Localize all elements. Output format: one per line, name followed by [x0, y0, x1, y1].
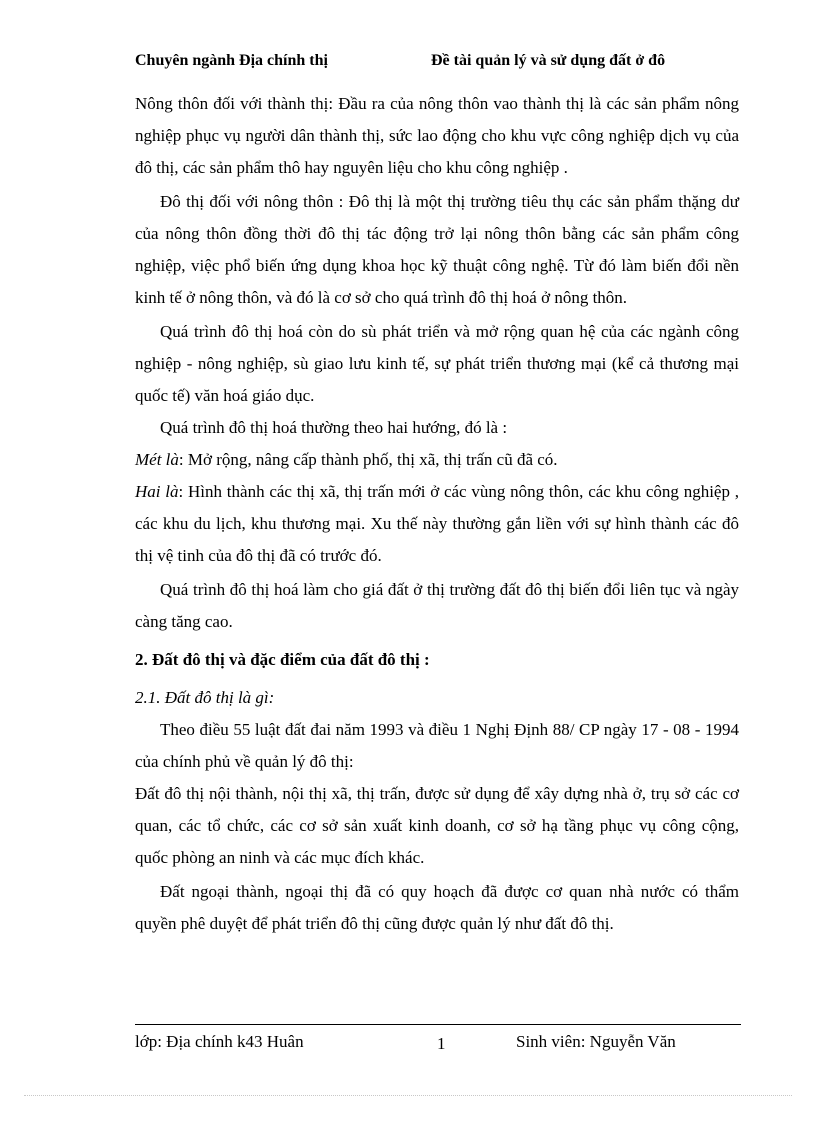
footer-right: Sinh viên: Nguyễn Văn — [516, 1032, 676, 1051]
subsection-heading: 2.1. Đất đô thị là gì: — [135, 688, 275, 707]
paragraph: Nông thôn đối với thành thị: Đầu ra của nông thôn vao thành thị là các sản phẩm nông nghiệp phục vụ người dân thành thị, sức lao động cho khu vực công nghiệp dịch vụ của đô thị, các sản phẩm thô hay nguyên liệu cho khu công nghiệp . — [135, 94, 739, 177]
list-text: : Mở rộng, nâng cấp thành phố, thị xã, thị trấn cũ đã có. — [178, 450, 558, 469]
footer-rule — [135, 1024, 741, 1025]
document-body — [135, 88, 739, 940]
list-lead: Hai là — [135, 482, 179, 501]
section-heading: 2. Đất đô thị và đặc điểm của đất đô thị : — [135, 650, 430, 669]
paragraph: Đất đô thị nội thành, nội thị xã, thị trấn, được sử dụng để xây dựng nhà ở, trụ sở các cơ quan, các tổ chức, các cơ sở sản xuất kinh doanh, cơ sở hạ tầng phục vụ công cộng, quốc phòng an ninh và các mục đích khác. — [135, 784, 739, 867]
header-right: Đề tài quản lý và sử dụng đất ở đô — [431, 52, 666, 69]
paragraph — [135, 476, 739, 572]
page-number: 1 — [437, 1034, 446, 1053]
paragraph: Quá trình đô thị hoá làm cho giá đất ở thị trường đất đô thị biến đổi liên tục và ngày càng tăng cao. — [135, 580, 739, 631]
paragraph — [135, 444, 739, 476]
paragraph: Quá trình đô thị hoá còn do sù phát triển và mở rộng quan hệ của các ngành công nghiệp - nông nghiệp, sù giao lưu kinh tế, sự phát triển thương mại (kể cả thương mại quốc tế) văn hoá giáo dục. — [135, 322, 739, 405]
footer-left: lớp: Địa chính k43 Huân — [135, 1032, 304, 1051]
header-left: Chuyên ngành Địa chính thị — [135, 52, 328, 69]
list-lead: Mét là — [135, 450, 179, 469]
paragraph: Đất ngoại thành, ngoại thị đã có quy hoạch đã được cơ quan nhà nước có thẩm quyền phê duyệt để phát triển đô thị cũng được quản lý như đất đô thị. — [135, 882, 739, 933]
list-text: : Hình thành các thị xã, thị trấn mới ở các vùng nông thôn, các khu công nghiệp , các khu du lịch, khu thương mại. Xu thế này thường gắn liền với sự hình thành các đô thị vệ tinh của đô thị đã có trước đó. — [135, 482, 739, 565]
paragraph: Theo điều 55 luật đất đai năm 1993 và điều 1 Nghị Định 88/ CP ngày 17 - 08 - 1994 của chính phủ về quản lý đô thị: — [135, 720, 739, 771]
paragraph: Quá trình đô thị hoá thường theo hai hướng, đó là : — [160, 418, 508, 437]
page-edge-divider — [24, 1095, 792, 1096]
paragraph: Đô thị đối với nông thôn : Đô thị là một thị trường tiêu thụ các sản phẩm thặng dư của nông thôn đồng thời đô thị tác động trở lại nông thôn bằng các sản phẩm công nghiệp, việc phổ biến ứng dụng khoa học kỹ thuật công nghệ. Từ đó làm biến đổi nền kinh tế ở nông thôn, và đó là cơ sở cho quá trình đô thị hoá ở nông thôn. — [135, 192, 739, 307]
